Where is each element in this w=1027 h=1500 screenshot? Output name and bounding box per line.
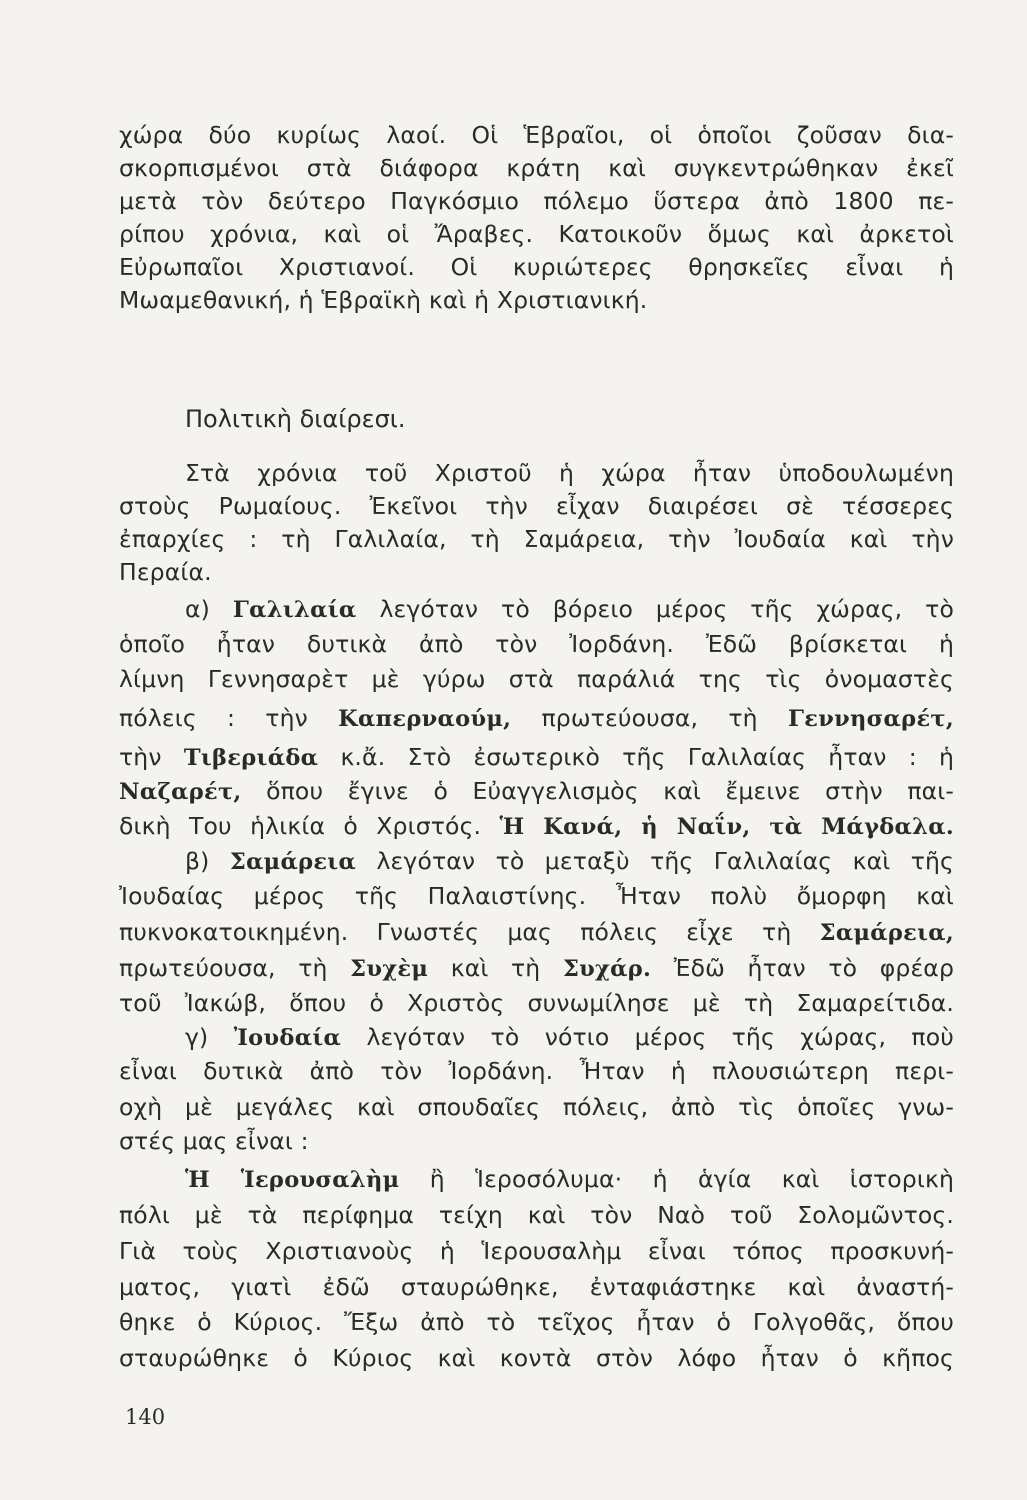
text-span: Ἐδῶ ἦταν τὸ φρέαρ	[673, 954, 955, 982]
text-line	[119, 953, 954, 983]
section-heading: Πολιτικὴ διαίρεσι.	[185, 405, 406, 433]
text-span: πόλεις : τὴν	[119, 704, 308, 732]
text-span: πυκνοκατοικημένη. Γνωστές μας πόλεις εἶχε τὴ	[119, 918, 792, 946]
text-line: ὁποῖο ἦταν δυτικὰ ἀπὸ τὸν Ἰορδάνη. Ἐδῶ βρίσκεται ἡ	[119, 630, 954, 658]
text-line: ματος, γιατὶ ἐδῶ σταυρώθηκε, ἐνταφιάστηκε καὶ ἀναστή-	[119, 1273, 954, 1301]
text-line	[119, 917, 954, 947]
intro-line-1: χώρα δύο κυρίως λαοί. Οἱ Ἑβραῖοι, οἱ ὁποῖοι ζοῦσαν δια-	[119, 121, 954, 149]
text-line	[185, 1164, 954, 1194]
text-line	[185, 846, 954, 876]
list-label: β)	[185, 847, 210, 875]
text-span: πρωτεύουσα, τὴ	[119, 954, 328, 982]
list-label: α)	[185, 595, 210, 623]
city-name: Ναζαρέτ,	[119, 779, 242, 805]
text-line: τοῦ Ἰακώβ, ὅπου ὁ Χριστὸς συνωμίλησε μὲ τὴ Σαμαρείτιδα.	[119, 989, 954, 1017]
text-line: Ἰουδαίας μέρος τῆς Παλαιστίνης. Ἦταν πολὺ ὄμορφη καὶ	[119, 882, 954, 910]
page-number: 140	[125, 1405, 166, 1429]
text-span: τὴν	[119, 743, 162, 771]
text-span: δικὴ Του ἡλικία ὁ Χριστός.	[119, 812, 482, 840]
city-name: Τιβεριάδα	[183, 745, 319, 771]
text-line	[119, 703, 954, 733]
text-line: σταυρώθηκε ὁ Κύριος καὶ κοντὰ στὸν λόφο ἦταν ὁ κῆπος	[119, 1344, 954, 1372]
text-line: εἶναι δυτικὰ ἀπὸ τὸν Ἰορδάνη. Ἦταν ἡ πλουσιώτερη περι-	[119, 1057, 954, 1085]
text-line: Γιὰ τοὺς Χριστιανοὺς ἡ Ἱερουσαλὴμ εἶναι τόπος προσκυνή-	[119, 1237, 954, 1265]
region-name: Ἰουδαία	[233, 1025, 342, 1051]
intro-line-2: σκορπισμένοι στὰ διάφορα κράτη καὶ συγκεντρώθηκαν ἐκεῖ	[119, 154, 954, 182]
city-name: Γεννησαρέτ,	[787, 706, 954, 732]
intro-line-4: ρίπου χρόνια, καὶ οἱ Ἄραβες. Κατοικοῦν ὅμως καὶ ἀρκετοὶ	[119, 220, 954, 248]
city-name: Συχὲμ	[350, 956, 429, 982]
text-line	[185, 1022, 954, 1052]
text-line: θηκε ὁ Κύριος. Ἔξω ἀπὸ τὸ τεῖχος ἦταν ὁ Γολγοθᾶς, ὅπου	[119, 1308, 954, 1336]
text-line: οχὴ μὲ μεγάλες καὶ σπουδαῖες πόλεις, ἀπὸ τὶς ὁποῖες γνω-	[119, 1093, 954, 1121]
text-line	[119, 776, 954, 806]
text-line: ἐπαρχίες : τὴ Γαλιλαία, τὴ Σαμάρεια, τὴν Ἰουδαία καὶ τὴν	[119, 525, 954, 553]
text-line	[119, 811, 954, 841]
text-span: λεγόταν τὸ μεταξὺ τῆς Γαλιλαίας καὶ τῆς	[376, 847, 954, 875]
city-name: Καπερναούμ,	[338, 706, 512, 732]
city-name: Ἡ Ἱερουσαλὴμ	[185, 1167, 400, 1193]
region-name: Σαμάρεια	[229, 849, 357, 875]
text-span: λεγόταν τὸ βόρειο μέρος τῆς χώρας, τὸ	[379, 595, 955, 623]
text-line: στοὺς Ρωμαίους. Ἐκεῖνοι τὴν εἶχαν διαιρέσει σὲ τέσσερες	[119, 492, 954, 520]
intro-line-3: μετὰ τὸν δεύτερο Παγκόσμιο πόλεμο ὕστερα ἀπὸ 1800 πε-	[119, 187, 954, 215]
text-span: λεγόταν τὸ νότιο μέρος τῆς χώρας, ποὺ	[366, 1023, 954, 1051]
text-line	[119, 742, 954, 772]
intro-line-5: Εὐρωπαῖοι Χριστιανοί. Οἱ κυριώτερες θρησκεῖες εἶναι ἡ	[119, 253, 954, 281]
city-names: Ἡ Κανά, ἡ Ναΐν, τὰ Μάγδαλα.	[499, 814, 954, 840]
city-name: Σαμάρεια,	[819, 920, 955, 946]
text-line: λίμνη Γεννησαρὲτ μὲ γύρω στὰ παράλιά της τὶς ὀνομαστὲς	[119, 665, 954, 693]
text-line	[185, 594, 954, 624]
text-line: πόλι μὲ τὰ περίφημα τείχη καὶ τὸν Ναὸ τοῦ Σολομῶντος.	[119, 1201, 954, 1229]
text-span: ἢ Ἱεροσόλυμα· ἡ ἁγία καὶ ἱστορικὴ	[429, 1165, 954, 1193]
text-span: πρωτεύουσα, τὴ	[541, 704, 758, 732]
text-line: Στὰ χρόνια τοῦ Χριστοῦ ἡ χώρα ἦταν ὑποδουλωμένη	[185, 459, 954, 487]
list-label: γ)	[185, 1023, 209, 1051]
city-name: Συχάρ.	[562, 956, 652, 982]
text-line: στές μας εἶναι :	[119, 1127, 309, 1155]
intro-line-6: Μωαμεθανική, ἡ Ἑβραϊκὴ καὶ ἡ Χριστιανική.	[119, 286, 648, 314]
text-span: ὅπου ἔγινε ὁ Εὐαγγελισμὸς καὶ ἔμεινε στὴν παι-	[266, 777, 954, 805]
text-span: καὶ τὴ	[450, 954, 541, 982]
text-span: κ.ἄ. Στὸ ἐσωτερικὸ τῆς Γαλιλαίας ἦταν : ἡ	[340, 743, 955, 771]
text-line: Περαία.	[119, 558, 212, 586]
region-name: Γαλιλαία	[232, 597, 357, 623]
